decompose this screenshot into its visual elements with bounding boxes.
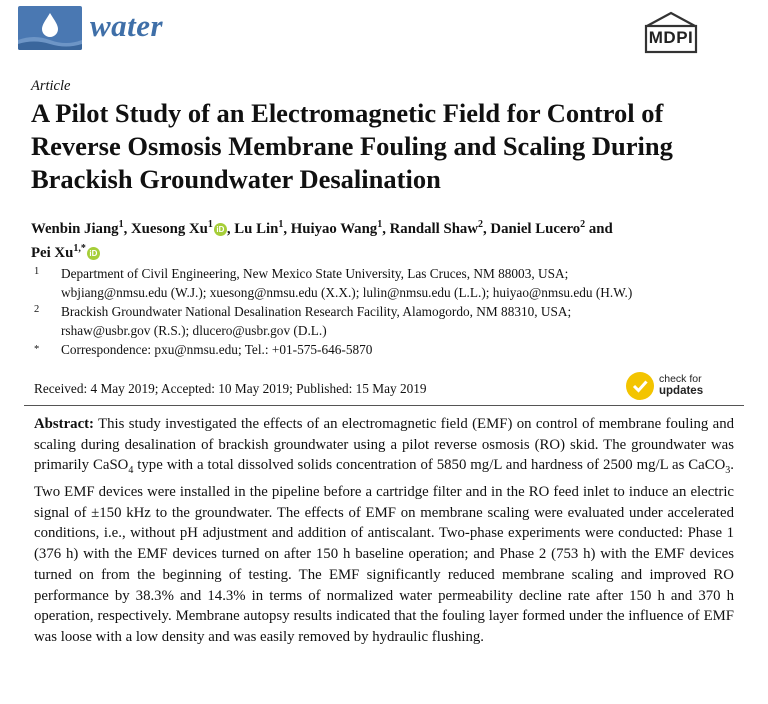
affiliation-emails: rshaw@usbr.gov (R.S.); dlucero@usbr.gov (D.L.) — [61, 323, 327, 338]
abstract-text: This study investigated the effects of an electromagnetic field (EMF) on control of membrane fouling and scaling during desalination of brackish groundwater using a pilot reverse osmosis (RO) skid. The groundwater was primarily CaSO — [34, 416, 734, 474]
author-name: Huiyao Wang — [290, 220, 378, 237]
check-updates-label-strong: updates — [659, 385, 704, 397]
correspondence-line: Correspondence: pxu@nmsu.edu; Tel.: +01-575-646-5870 — [61, 342, 373, 357]
check-updates-label: check for — [659, 373, 702, 385]
author-name: Daniel Lucero — [490, 220, 581, 237]
author-separator: , — [283, 220, 291, 237]
author-separator: , — [483, 220, 491, 237]
author-affiliation-mark: 1 — [118, 219, 124, 230]
author-separator: , — [123, 220, 131, 237]
abstract-text: . Two EMF devices were installed in the pipeline before a cartridge filter and in the RO feed inlet to induce an electric signal of ±150 kHz to the groundwater. The effects of EMF on membrane scaling were evaluated under accelerated conditions, i.e., without pH adjustment and addition of antiscalant. Two-phase experiments were conducted: Phase 1 (376 h) with the EMF devices turned on after 150 h baseline operation; and Phase 2 (753 h) with the EMF devices turned on from the beginning of testing. The EMF significantly reduced membrane scaling and improved RO performance by 38.3% and 14.3% in terms of normalized water permeability decline rate after 150 h and 370 h operation, respectively. Membrane autopsy results indicated that the fouling layer formed under the influence of EMF was loose with a low density and was easily removed by hydraulic flushing. — [34, 457, 734, 645]
article-type: Article — [31, 78, 71, 94]
journal-name[interactable]: water — [90, 8, 164, 43]
author-affiliation-mark: 2 — [478, 219, 484, 230]
author-affiliation-mark: 2 — [580, 219, 586, 230]
article-title: A Pilot Study of an Electromagnetic Field for Control of Reverse Osmosis Membrane Fouling and Scaling During Brackish Groundwater Desalination — [31, 98, 673, 194]
author-affiliation-mark: 1 — [278, 219, 284, 230]
author-affiliation-mark: 1 — [377, 219, 383, 230]
author-name: Wenbin Jiang — [31, 220, 119, 237]
abstract — [34, 414, 734, 648]
divider — [24, 405, 744, 406]
publisher-name[interactable]: MDPI — [648, 28, 694, 47]
orcid-icon[interactable]: iD — [87, 247, 100, 260]
affiliation-mark: 1 — [34, 266, 40, 277]
abstract-text: type with a total dissolved solids concentration of 5850 mg/L and hardness of 2500 mg/L as CaCO — [133, 457, 726, 474]
check-updates-icon — [626, 372, 654, 400]
correspondence-mark: * — [34, 344, 40, 355]
author-list — [31, 215, 731, 263]
subscript: 4 — [128, 465, 134, 477]
affiliation-line: Brackish Groundwater National Desalination Research Facility, Alamogordo, NM 88310, USA; — [61, 304, 572, 319]
affiliation-emails: wbjiang@nmsu.edu (W.J.); xuesong@nmsu.edu (X.X.); lulin@nmsu.edu (L.L.); huiyao@nmsu.edu (H.W.) — [61, 285, 633, 300]
check-for-updates-button[interactable] — [626, 371, 726, 403]
author-separator: and — [585, 220, 613, 237]
abstract-label: Abstract: — [34, 416, 94, 432]
affiliation-mark: 2 — [34, 304, 40, 315]
author-name: Randall Shaw — [389, 220, 479, 237]
subscript: 3 — [725, 465, 731, 477]
author-name: Lu Lin — [234, 220, 279, 237]
affiliation-line: Department of Civil Engineering, New Mexico State University, Las Cruces, NM 88003, USA; — [61, 266, 569, 281]
author-separator: , — [382, 220, 390, 237]
author-affiliation-mark: 1,* — [73, 242, 86, 254]
author-separator: , — [226, 220, 235, 237]
publication-dates: Received: 4 May 2019; Accepted: 10 May 2019; Published: 15 May 2019 — [34, 381, 427, 396]
author-affiliation-mark: 1 — [207, 219, 213, 230]
author-name: Xuesong Xu — [131, 220, 208, 237]
water-drop-icon — [18, 6, 82, 50]
journal-logo — [18, 6, 82, 50]
orcid-icon[interactable]: iD — [214, 223, 227, 236]
author-name: Pei Xu — [31, 244, 74, 261]
